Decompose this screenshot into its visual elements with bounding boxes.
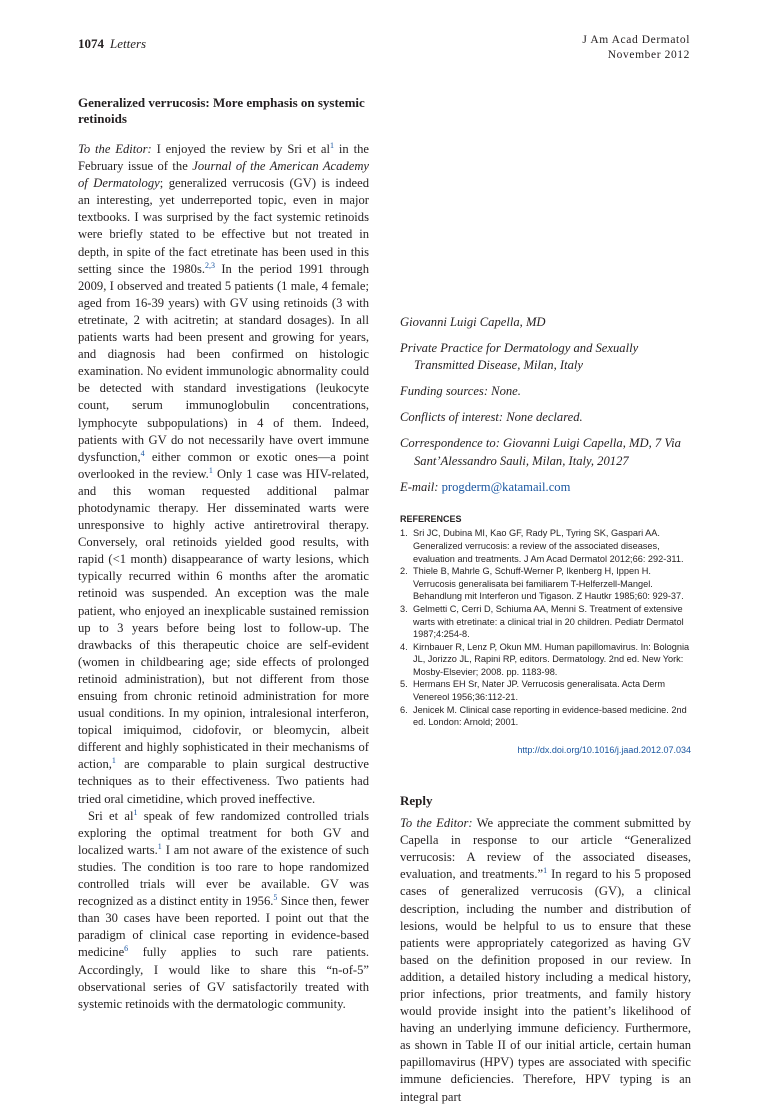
text: Only 1 case was HIV-related, and this woman requested additional palmar photodynamic therapy. Her disseminated warts were unresponsive to highly active antiretroviral therapy. Conversely, oral retinoids yielded good results, with rapid (<1 month) disappearance of warty lesions, which typically recurred within 6 months after the aromatic retinoid was suspended. An exception was the male patient, who enjoyed an inexplicable sustained remission up to 3 years before being lost to follow-up. The drawbacks of this therapeutic choice are self-evident (women in childbearing age; side effects of prolonged retinoid administration), but not different from those ensuing from chronic retinoid administration for more usual conditions. In my opinion, intralesional interferon, topical imiquimod, cidofovir, or bleomycin, albeit different and highly sophisticated in their mechanisms of action, xyxy=(78,466,370,772)
right-column xyxy=(400,314,691,1106)
salutation: To the Editor: xyxy=(78,142,152,156)
text: ; generalized verrucosis (GV) is indeed an interesting, yet underreported topic, even in major textbooks. I was surprised by the fact systemic retinoids were briefly stated to be effective but not treated in depth, in spite of the fact etretinate has been used in this setting since the 1980s. xyxy=(78,176,370,276)
reference-number: 5. xyxy=(400,679,408,690)
email-link[interactable]: progderm@katamail.com xyxy=(441,479,571,494)
journal-name: J Am Acad Dermatol xyxy=(582,34,690,46)
letter-paragraph-1 xyxy=(78,141,369,808)
reference-text: Gelmetti C, Cerri D, Schiuma AA, Menni S. Treatment of extensive warts with etretinate: a clinical trial in 20 children. Pediatr Dermatol 1987;4:254-8. xyxy=(413,603,684,640)
text: in the February issue of the xyxy=(78,142,369,174)
issue-date: November 2012 xyxy=(607,49,690,61)
reference-item xyxy=(400,565,691,603)
reference-item xyxy=(400,641,691,679)
letter-paragraph-2 xyxy=(78,808,369,1013)
reference-item xyxy=(400,527,691,565)
reference-number: 6. xyxy=(400,704,408,715)
author-name: Giovanni Luigi Capella, MD xyxy=(400,315,546,329)
text: Sri et al xyxy=(88,808,134,823)
text: I enjoyed the review by Sri et al xyxy=(151,142,331,156)
text: fully applies to such rare patients. Accordingly, I would like to share this “n-of-5” observational series of GV satisfactorily treated with systemic retinoids with the dermatologic community. xyxy=(78,945,369,1011)
email-line xyxy=(400,479,691,496)
page-number: 1074 xyxy=(78,36,104,51)
text: are comparable to plain surgical destructive techniques as to their effectiveness. Two patients had tried oral cimetidine, which proved ineffective. xyxy=(78,757,369,806)
conflicts-statement: Conflicts of interest: None declared. xyxy=(400,410,583,425)
reference-number: 4. xyxy=(400,641,408,652)
citation-ref[interactable]: 5 xyxy=(273,893,278,903)
citation-ref[interactable]: 1 xyxy=(330,141,335,150)
letter-title: Generalized verrucosis: More emphasis on systemic retinoids xyxy=(78,95,365,126)
citation-ref[interactable]: 4 xyxy=(140,448,145,458)
references-section xyxy=(400,513,691,729)
reference-text: Hermans EH Sr, Nater JP. Verrucosis generalisata. Acta Derm Venereol 1956;36:112-21. xyxy=(413,679,666,703)
citation-ref[interactable]: 2,3 xyxy=(205,260,216,270)
reference-text: Thiele B, Mahrle G, Schuff-Werner P, Ikenberg H, Ippen H. Verrucosis generalisata bei familiarem T-Helferzell-Mangel. Behandlung mit Interferon und Tigason. Z Hautkr 1985;60: 929-37. xyxy=(413,566,684,602)
reference-number: 1. xyxy=(400,528,408,539)
citation-ref[interactable]: 1 xyxy=(543,866,548,876)
doi-link[interactable]: http://dx.doi.org/10.1016/j.jaad.2012.07.034 xyxy=(517,744,691,755)
reference-text: Kirnbauer R, Lenz P, Okun MM. Human papillomavirus. In: Bolognia JL, Jorizzo JL, Rapini RP, editors. Dermatology. 2nd ed. New York: Mosby-Elsevier; 2008. pp. 1183-98. xyxy=(413,641,690,677)
text: We appreciate the comment submitted by Capella in response to our article “Generalized verrucosis: A review of the associated diseases, evaluation, and treatments.” xyxy=(400,816,691,882)
text: I am not aware of the existence of such studies. The condition is too rare to hope randomized controlled trials will ever be available. GV was recognized as a distinct entity in 1956. xyxy=(78,842,369,909)
email-label: E-mail: xyxy=(400,479,442,494)
section-label: Letters xyxy=(110,36,147,51)
text: either common or exotic ones—a point overlooked in the review. xyxy=(78,449,369,481)
citation-ref[interactable]: 1 xyxy=(133,807,138,817)
journal-title: Journal of the American Academy of Dermatology xyxy=(78,159,370,191)
citation-ref[interactable]: 1 xyxy=(157,841,162,851)
references-list xyxy=(400,527,691,729)
reference-item xyxy=(400,678,691,703)
running-header-right xyxy=(582,33,690,63)
citation-ref[interactable]: 6 xyxy=(124,944,129,954)
references-heading: REFERENCES xyxy=(400,513,462,524)
text: speak of few randomized controlled trials exploring the optimal treatment for both GV and localized warts. xyxy=(78,808,370,857)
left-column xyxy=(78,95,369,1013)
reference-item xyxy=(400,704,691,729)
reference-item xyxy=(400,603,691,641)
text: Since then, fewer than 30 cases have been reported. I point out that the paradigm of clinical case reporting in evidence-based medicine xyxy=(78,894,369,960)
funding-statement: Funding sources: None. xyxy=(400,384,521,399)
text: In regard to his 5 proposed cases of generalized verrucosis (GV), a clinical description, including the number and distribution of lesions, would be helpful to us to ensure that these patients were appropriately categorized as having GV based on the definition proposed in our review. In addition, a detailed history including a medical history, prior infections, prior treatments, and family history would provide insight into the patient’s likelihood of having an underlying immune deficiency. Furthermore, as shown in Table II of our initial article, certain human papillomavirus (HPV) types are associated with specific immune deficiencies. Therefore, HPV typing is an integral part xyxy=(400,867,691,1104)
correspondence-address: Correspondence to: Giovanni Luigi Capella, MD, 7 Via Sant’Alessandro Sauli, Milan, Italy, 20127 xyxy=(400,436,681,468)
citation-ref[interactable]: 1 xyxy=(208,465,213,475)
author-affiliation: Private Practice for Dermatology and Sexually Transmitted Disease, Milan, Italy xyxy=(400,341,639,373)
salutation: To the Editor: xyxy=(400,816,473,831)
reference-text: Jenicek M. Clinical case reporting in evidence-based medicine. 2nd ed. London: Arnold; 2001. xyxy=(413,704,687,728)
reply-heading: Reply xyxy=(400,792,433,808)
reply-paragraph xyxy=(400,815,691,1106)
reference-number: 3. xyxy=(400,603,408,614)
reference-number: 2. xyxy=(400,566,408,577)
text: In the period 1991 through 2009, I observed and treated 5 patients (1 male, 4 female; aged from 16-39 years) with GV using retinoids (3 with etretinate, 2 with acitretin; at standard dosages). In all patients warts had been present and growing for years, and diagnosis had been confirmed on histologic examination. No evident immunologic abnormality could be detected with standard investigations (leukocyte count, serum immunoglobulin concentrations, lymphocyte subpopulations) in 4 of them. Indeed, patients with GV do not necessarily have overt immune dysfunction, xyxy=(78,261,370,464)
citation-ref[interactable]: 1 xyxy=(111,756,116,766)
reference-text: Sri JC, Dubina MI, Kao GF, Rady PL, Tyring SK, Gaspari AA. Generalized verrucosis: a review of the associated diseases, evaluation and treatments. J Am Acad Dermatol 2012;66: 292-311. xyxy=(413,528,684,564)
running-header-left xyxy=(78,36,146,52)
